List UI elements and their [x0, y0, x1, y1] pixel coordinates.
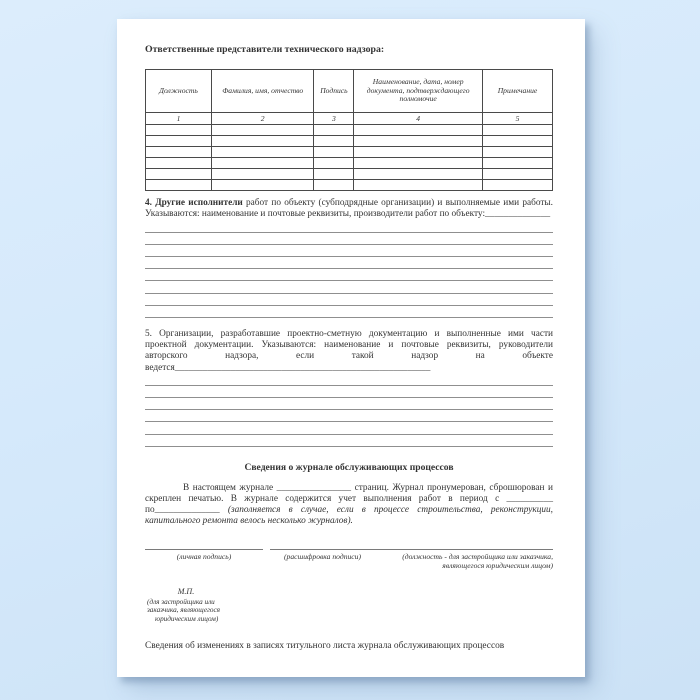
- section5-blank-lines: [145, 374, 553, 447]
- document-page: [117, 19, 585, 677]
- col-number: 5: [482, 113, 552, 125]
- col-header-note: Примечание: [482, 70, 552, 113]
- transcript-label: (расшифровка подписи): [284, 551, 361, 561]
- supervisors-table: [145, 69, 553, 191]
- personal-signature-field: [145, 549, 263, 570]
- table-empty-row: [146, 180, 553, 191]
- journal-info-title: Сведения о журнале обслуживающих процессов: [244, 461, 454, 473]
- supervisors-section-title: Ответственные представители технического надзора:: [145, 44, 385, 55]
- col-header-document: Наименование, дата, номер документа, подтверждающего полномочие: [354, 70, 483, 113]
- col-number: 1: [146, 113, 212, 125]
- blank-write-line: [145, 435, 553, 447]
- section4-lead: 4. Другие исполнители: [145, 198, 243, 208]
- blank-write-line: [145, 386, 553, 398]
- blank-write-line: [145, 374, 553, 386]
- stamp-mp-label: М.П.: [177, 586, 195, 596]
- changes-section-title: Сведения об изменениях в записях титульного листа журнала обслуживающих процессов: [145, 641, 505, 652]
- table-empty-row: [146, 158, 553, 169]
- blank-write-line: [145, 233, 553, 245]
- journal-info-paragraph: [145, 483, 553, 528]
- blank-write-line: [145, 245, 553, 257]
- blank-write-line: [145, 281, 553, 293]
- personal-signature-label: (личная подпись): [176, 551, 232, 561]
- blank-write-line: [145, 422, 553, 434]
- section5-paragraph: [145, 329, 553, 374]
- table-empty-row: [146, 169, 553, 180]
- position-label: (должность - для застройщика или заказчика, являющегося юридическим лицом): [402, 551, 553, 570]
- section4-paragraph: [145, 198, 553, 220]
- col-number: 3: [314, 113, 354, 125]
- col-header-name: Фамилия, имя, отчество: [211, 70, 314, 113]
- journal-body-normal: В настоящем журнале ________________ страниц. Журнал пронумерован, сброшюрован и скреплен печатью. В журнале содержится учет выполнения работ в период с __________ по______________: [145, 482, 553, 516]
- section4-body: работ по объекту (субподрядные организации) и выполняемые ими работы. Указываются: наименование и почтовые реквизиты, производители работ по объекту:______________: [145, 198, 553, 220]
- col-header-position: Должность: [146, 70, 212, 113]
- journal-body-italic: (заполняется в случае, если в процессе строительства, реконструкции, капитального ремонта велось несколько журналов).: [145, 505, 554, 527]
- section4-blank-lines: [145, 220, 553, 318]
- signature-transcript-field: [270, 549, 553, 570]
- col-number: 4: [354, 113, 483, 125]
- blank-write-line: [145, 306, 553, 318]
- signature-line: [270, 549, 553, 550]
- table-numbers-row: [146, 113, 553, 125]
- blank-write-line: [145, 294, 553, 306]
- table-empty-row: [146, 147, 553, 158]
- table-header-row: [146, 70, 553, 113]
- col-number: 2: [211, 113, 314, 125]
- signature-line: [145, 549, 263, 550]
- section5-fill-line: _______________________________________________________: [174, 362, 431, 373]
- signature-area: [145, 549, 553, 570]
- table-empty-row: [146, 136, 553, 147]
- blank-write-line: [145, 257, 553, 269]
- col-header-signature: Подпись: [314, 70, 354, 113]
- blank-write-line: [145, 269, 553, 281]
- table-empty-row: [146, 125, 553, 136]
- stamp-block: [147, 586, 243, 623]
- blank-write-line: [145, 398, 553, 410]
- section5-body: 5. Организации, разработавшие проектно-сметную документацию и выполненные ими части проектной документации. Указываются: наименование и почтовые реквизиты, руководители авторского надзора, если такой надзор на объекте ведется: [145, 328, 553, 373]
- stamp-note: (для застройщика или заказчика, являющегося юридическим лицом): [147, 597, 221, 623]
- page-content: [145, 44, 553, 652]
- blank-write-line: [145, 220, 553, 232]
- blank-write-line: [145, 410, 553, 422]
